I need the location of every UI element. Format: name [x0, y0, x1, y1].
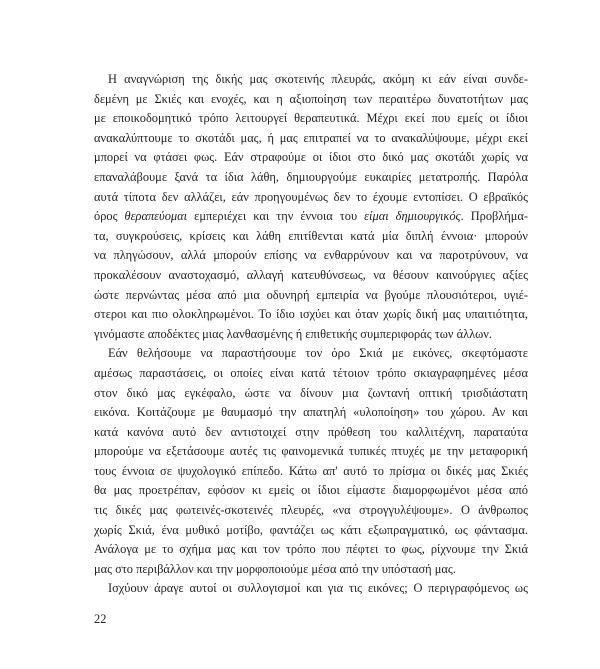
body-text: [94, 70, 528, 599]
italic-term: θεραπεύομαι: [124, 209, 188, 224]
text-line: στον δικό μας εγκέφαλο, ώστε να δίνουν μια ζωντανή οπτική τρισδιάστατη: [94, 385, 528, 400]
text-span: όρος: [94, 209, 125, 224]
text-line: δεμένη με Σκιές και ενοχές, και η αξιοποίηση των περαιτέρω δυνατοτήτων μας: [94, 91, 528, 106]
text-line: ώστε περνώντας μέσα από μια οδυνηρή εμπειρία να βγούμε πλουσιότεροι, υγιέ-: [94, 287, 528, 302]
text-line: χωρίς Σκιά, ένα μυθικό μοτίβο, φαντάζει ως κάτι εξωπραγματικό, ως φάντασμα.: [94, 522, 528, 537]
text-line: αυτά τίποτα δεν αλλάζει, εάν προηγουμένως δεν το έχουμε εντοπίσει. Ο εβραϊκός: [94, 189, 528, 204]
text-line: κατά κανόνα αυτό δεν αντιστοιχεί στην πρόθεση του καλλιτέχνη, παραταύτα: [94, 424, 528, 439]
text-line: να πληγώσουν, αλλά μπορούν επίσης να ενθαρρύνουν και να παροτρύνουν, να: [94, 248, 528, 263]
text-line: με εποικοδομητικό τρόπο λειτουργεί θεραπευτικά. Μέχρι εκεί που εμείς οι ίδιοι: [94, 111, 528, 126]
text-line: τους έννοια σε ψυχολογικό επίπεδο. Κάτω απ' αυτό το πρίσμα οι δικές μας Σκιές: [94, 463, 528, 478]
text-line: τα, συγκρούσεις, κρίσεις και λάθη επιτίθενται κατά μία διπλή έννοια· μπορούν: [94, 228, 528, 243]
italic-term: είμαι δημιουργικός: [364, 209, 461, 224]
text-line: Η αναγνώριση της δικής μας σκοτεινής πλευράς, ακόμη κι εάν είναι συνδε-: [108, 72, 528, 86]
text-line: μπορεί να φτάσει φως. Εάν στραφούμε οι ίδιοι στο δικό μας σκοτάδι χωρίς να: [94, 150, 528, 165]
text-line: Ανάλογα με το σχήμα μας και τον τρόπο που πέφτει το φως, ρίχνουμε την Σκιά: [94, 542, 528, 557]
text-line: προκαλέσουν αναστοχασμό, αλλαγή κατευθύνσεως, να θέσουν καινούργιες αξίες: [94, 267, 528, 282]
text-span: εμπεριέχει και την έννοια του: [187, 209, 365, 224]
text-line: θα μας προετρέπαν, εφόσον κι εμείς οι ίδιοι είμαστε διαμορφωμένοι μέσα από: [94, 483, 528, 498]
text-line: [94, 207, 528, 227]
text-span: . Προβλήμα-: [460, 209, 528, 224]
text-line: επαναλάβουμε ξανά τα ίδια λάθη, δημιουργούμε ευκαιρίες μετατροπής. Παρόλα: [94, 169, 528, 184]
text-line: γινόμαστε αποδέκτες μιας λανθασμένης ή επιθετικής συμπεριφοράς των άλλων.: [94, 326, 492, 341]
text-line: Εάν θελήσουμε να παραστήσουμε τον όρο Σκιά με εικόνες, σκεφτόμαστε: [108, 346, 528, 361]
text-line: μπορούμε να εξετάσουμε αυτές τις φαινομενικά τυπικές πτυχές με την μεταφορική: [94, 444, 528, 459]
text-line: εικόνα. Κοιτάζουμε με θαυμασμό την απατηλή «υλοποίηση» του χώρου. Αν και: [94, 405, 528, 420]
text-line: μας στο περιβάλλον και την μορφοποιούμε μέσα από την υπόστασή μας.: [94, 561, 456, 576]
text-line: Ισχύουν άραγε αυτοί οι συλλογισμοί και για τις εικόνες; Ο περιγραφόμενος ως: [108, 581, 528, 596]
text-line: ανακαλύπτουμε το σκοτάδι μας, ή μας επιτραπεί να το ανακαλύψουμε, μέχρι εκεί: [94, 130, 528, 145]
text-line: τις δικές μας φωτεινές-σκοτεινές πλευρές, «να στρογγυλέψουμε». Ο άνθρωπος: [94, 503, 528, 518]
text-line: στεροι και πιο ολοκληρωμένοι. Το ίδιο ισχύει και όταν χωρίς δική μας υπαιτιότητα,: [94, 307, 528, 322]
page-number: 22: [94, 612, 107, 626]
text-line: αμέσως παραστάσεις, οι οποίες είναι κατά τέτοιον τρόπο σκιαγραφημένες μέσα: [94, 365, 528, 380]
